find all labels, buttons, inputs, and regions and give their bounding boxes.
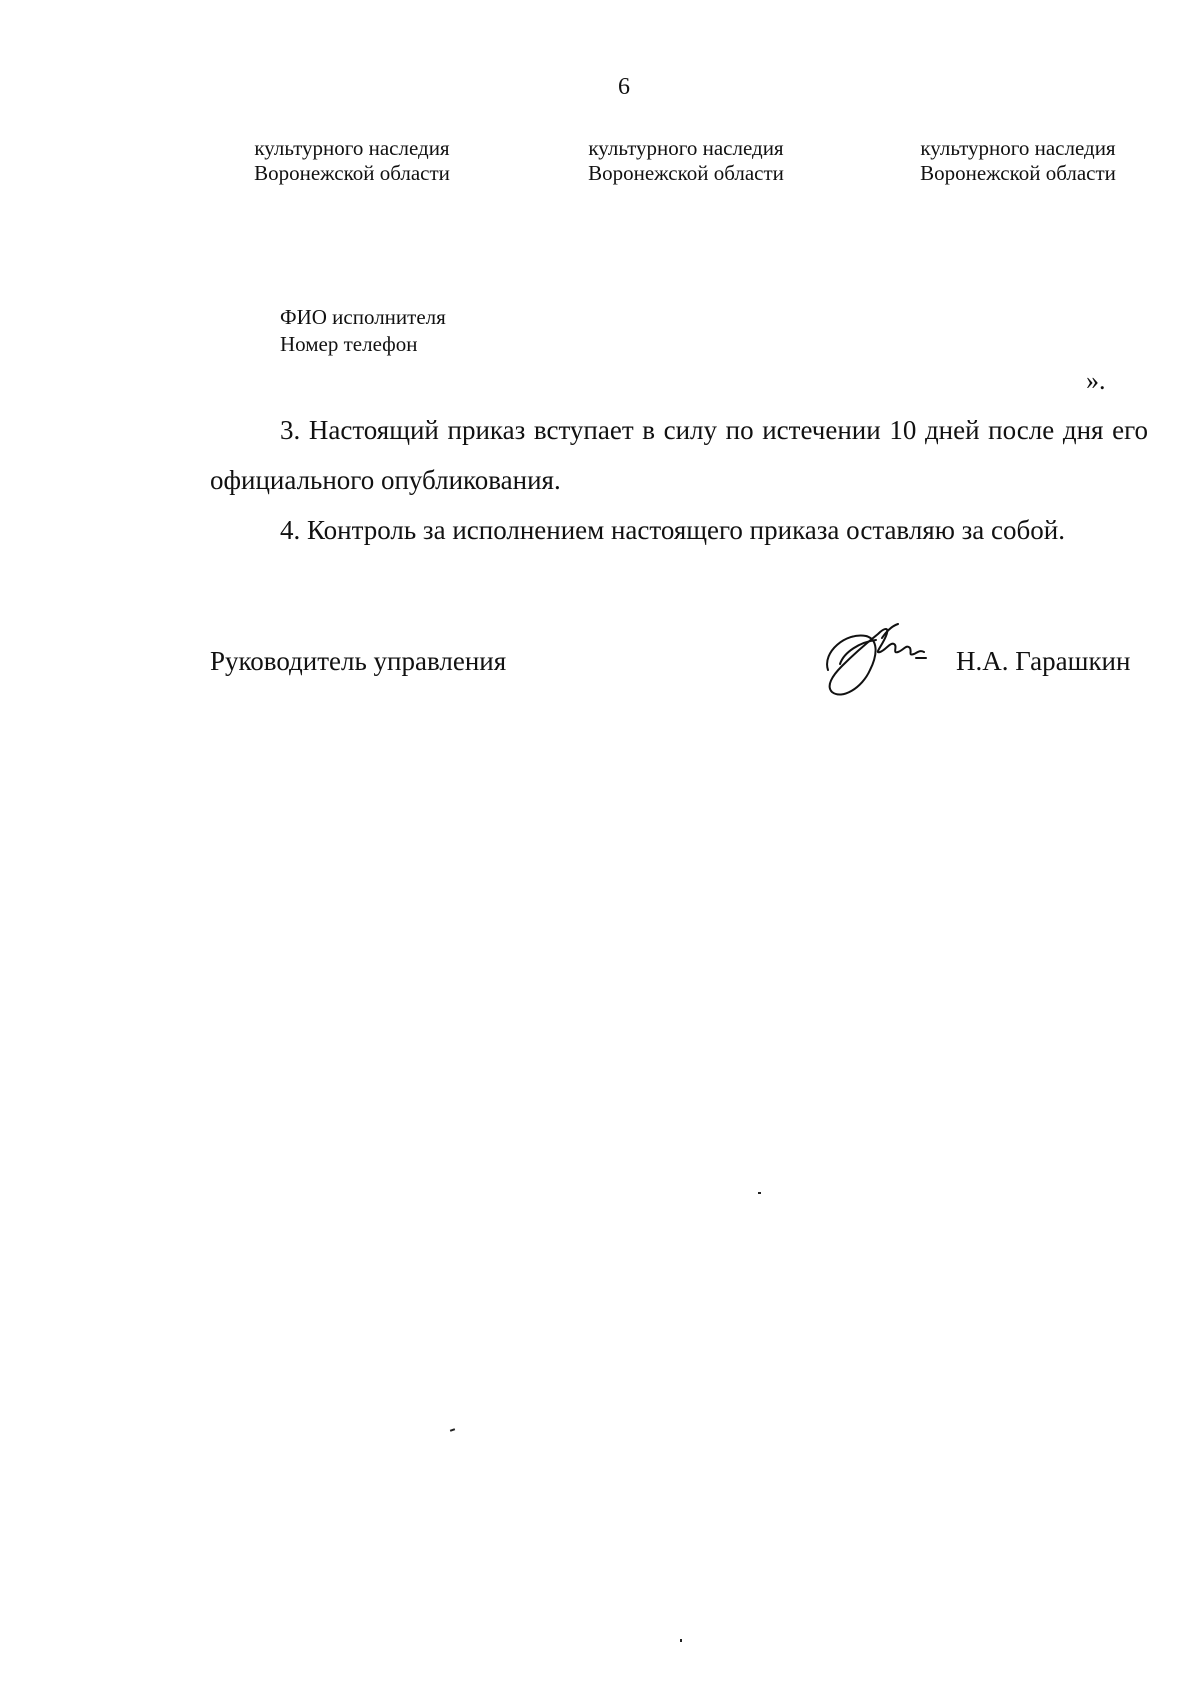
org-column-3 — [888, 136, 1148, 186]
scan-speck — [758, 1192, 761, 1194]
paragraph-3: 3. Настоящий приказ вступает в силу по истечении 10 дней после дня его официального опубликования. — [210, 415, 1148, 495]
page-number: 6 — [618, 74, 630, 100]
phone-label: Номер телефон — [280, 332, 418, 356]
org-column-1 — [222, 136, 482, 186]
org-column-line: культурного наследия — [254, 136, 450, 160]
signature-icon — [820, 612, 938, 704]
scan-speck — [680, 1639, 682, 1642]
executor-label: ФИО исполнителя — [280, 305, 446, 329]
signer-name: Н.А. Гарашкин — [956, 646, 1131, 676]
org-column-line: Воронежской области — [920, 161, 1116, 185]
org-column-line: Воронежской области — [588, 161, 784, 185]
scan-speck — [450, 1428, 455, 1432]
org-column-line: Воронежской области — [254, 161, 450, 185]
closing-quote: ». — [1086, 366, 1106, 395]
paragraph-4: 4. Контроль за исполнением настоящего приказа оставляю за собой. — [280, 515, 1065, 545]
org-column-line: культурного наследия — [588, 136, 784, 160]
org-column-2 — [556, 136, 816, 186]
signer-position: Руководитель управления — [210, 646, 507, 676]
contact-block — [280, 304, 446, 358]
org-column-line: культурного наследия — [920, 136, 1116, 160]
